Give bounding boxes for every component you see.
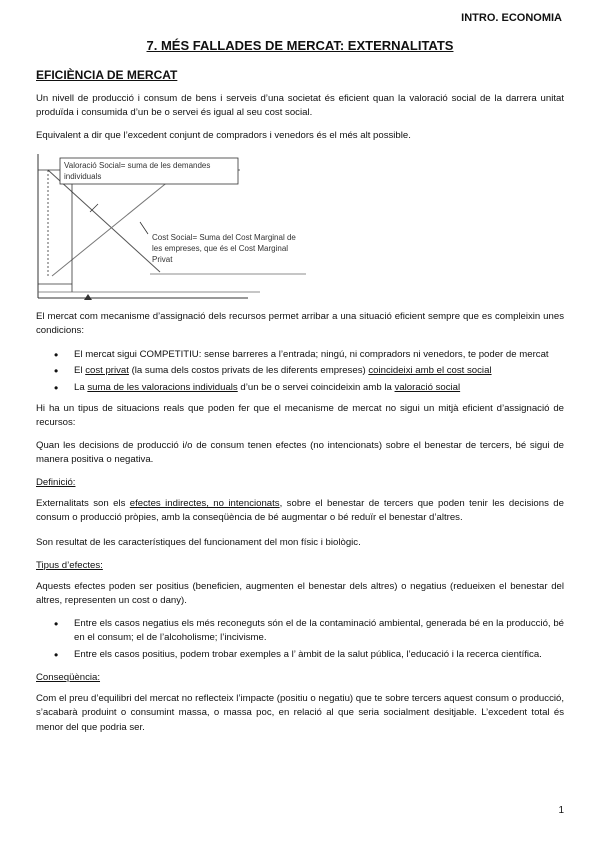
tipus-positius: • Entre els casos positius, podem trobar exemples a l’ àmbit de la salut pública, l’educació i la recerca científica. [36,648,564,662]
demand-label-line1: Valoració Social= suma de les demandes [64,161,211,170]
page-title: 7. MÉS FALLADES DE MERCAT: EXTERNALITATS [146,38,454,53]
valoracions-term: suma de les valoracions individuals [87,381,238,393]
definicio-lead: Externalitats son els [36,498,130,509]
condition-2-middle: (la suma dels costos privats de les diferents empreses) [128,365,369,377]
cost-label-line1: Cost Social= Suma del Cost Marginal de [152,233,296,242]
paragraph-eficiencia-def: Un nivell de producció i consum de bens i serveis d’una societat és eficient quan la valoració social de la darrera unitat produïda i consumida d’un be o servei és igual al seu cost social. [36,93,564,119]
condition-competitiu: • El mercat sigui COMPETITIU: sense barreres a l’entrada; ningú, ni compradors ni venedors, te poder de mercat [36,348,564,362]
cost-privat-term: cost privat [85,365,129,377]
definicio-paragraph-2: Son resultat de les característiques del funcionament del mon físic i biològic. [36,537,361,548]
definicio-heading: Definició: [36,477,76,488]
condition-valoracions [36,381,564,395]
condition-cost-privat [36,364,564,378]
quantity-marker-icon [84,294,92,300]
cost-label-line3: Privat [152,255,173,264]
definicio-paragraph [36,497,564,526]
definicio-rest: , sobre el benestar de tercers que poden tenir les decisions de consum o producció pròpies, amb la conseqüència de bé augmentar o bé reduïr el benestar d’altres. [36,498,564,524]
condition-2-lead: El [74,365,86,377]
course-header: INTRO. ECONOMIA [461,12,562,24]
consequencia-heading: Conseqüència: [36,672,101,683]
cost-label-line2: les empreses, que és el Cost Marginal [152,244,289,253]
conditions-list [36,348,564,397]
demand-label-line2: individuals [64,172,102,181]
efficiency-diagram [30,152,310,304]
valoracio-social-term: valoració social [394,381,461,393]
paragraph-decisions: Quan les decisions de producció i/o de consum tenen efectes (no intencionats) sobre el benestar de tercers, bé sigui de manera positiva o negativa. [36,440,564,466]
page-number: 1 [558,805,564,816]
tipus-list [36,617,564,664]
supply-pointer-arrow [140,222,148,234]
cost-social-term: coincideixi amb el cost social [368,365,492,377]
demand-pointer-arrow [90,204,98,212]
tipus-negatius: • Entre els casos negatius els més reconeguts són el de la contaminació ambiental, generada bé en la producció, bé en el consum; el de l’alcoholisme; l’incivisme. [36,617,564,646]
demand-line [48,170,160,272]
consequencia-paragraph: Com el preu d’equilibri del mercat no reflecteix l’impacte (positiu o negatiu) que te sobre tercers aquest consum o producció, s’acabarà produint o consumint massa, o massa poc, en relació al que seria socialment desitjable. L’excedent total és menor del que podria ser. [36,693,564,733]
paragraph-excedent: Equivalent a dir que l’excedent conjunt de compradors i venedors és el més alt possible. [36,130,411,141]
condition-3-lead: La [74,381,88,393]
efectes-indirectes-term: efectes indirectes, no intencionats [129,498,280,509]
condition-3-middle: d’un be o servei coincideixin amb la [237,381,395,393]
section-heading-eficiencia: EFICIÈNCIA DE MERCAT [36,68,178,82]
tipus-paragraph: Aquests efectes poden ser positius (beneficien, augmenten el benestar dels altres) o negatius (redueixen el benestar del altres, representen un cost o dany). [36,581,564,607]
paragraph-mercat-mecanisme: El mercat com mecanisme d’assignació dels recursos permet arribar a una situació eficient sempre que es compleixin unes condicions: [36,311,564,337]
paragraph-situacions: Hi ha un tipus de situacions reals que poden fer que el mecanisme de mercat no sigui un mitjà eficient d’assignació de recursos: [36,403,564,429]
tipus-heading: Tipus d’efectes: [36,560,103,571]
